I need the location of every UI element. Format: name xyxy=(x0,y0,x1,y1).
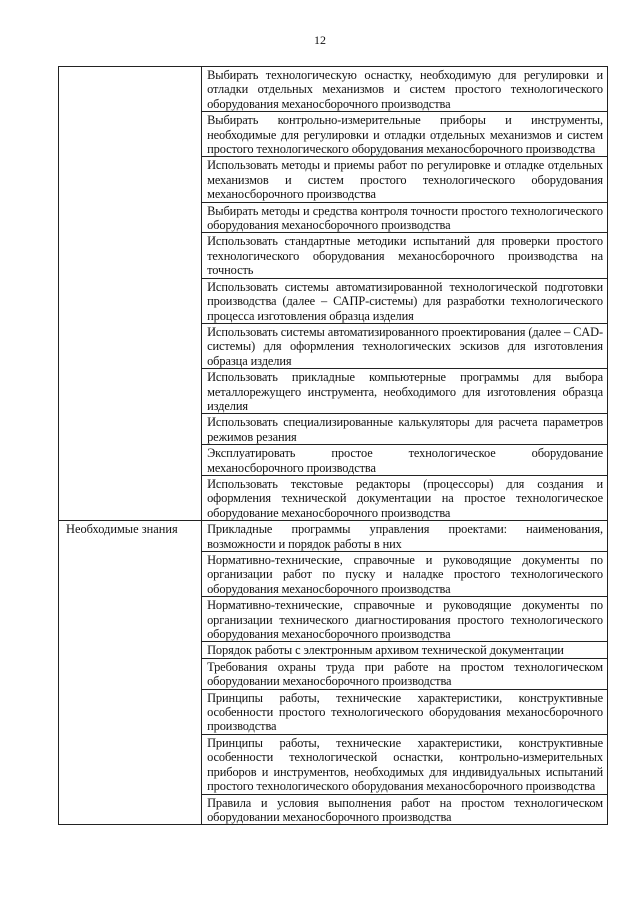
requirement-text-cell: Правила и условия выполнения работ на простом технологическом оборудовании механосборочного производства xyxy=(202,794,608,825)
requirement-text-cell: Эксплуатировать простое технологическое оборудование механосборочного производства xyxy=(202,445,608,476)
requirement-text-cell: Использовать системы автоматизированной технологической подготовки производства (далее – САПР-системы) для разработки технологического процесса изготовления образца изделия xyxy=(202,278,608,323)
requirement-text-cell: Принципы работы, технические характеристики, конструктивные особенности технологической оснастки, контрольно-измерительных приборов и инструментов, необходимых для индивидуальных испытаний простого технологического оборудования механосборочного производства xyxy=(202,734,608,794)
requirement-text-cell: Использовать системы автоматизированного проектирования (далее – CAD-системы) для оформления технологических эскизов для изготовления образца изделия xyxy=(202,323,608,368)
requirement-text-cell: Использовать специализированные калькуляторы для расчета параметров режимов резания xyxy=(202,414,608,445)
requirement-text-cell: Нормативно-технические, справочные и руководящие документы по организации работ по пуску и наладке простого технологического оборудования механосборочного производства xyxy=(202,552,608,597)
requirement-text-cell: Требования охраны труда при работе на простом технологическом оборудовании механосборочного производства xyxy=(202,658,608,689)
requirement-text-cell: Прикладные программы управления проектами: наименования, возможности и порядок работы в них xyxy=(202,521,608,552)
page-number: 12 xyxy=(314,33,326,47)
requirement-text-cell: Использовать стандартные методики испытаний для проверки простого технологического оборудования механосборочного производства на точность xyxy=(202,233,608,278)
requirement-text-cell: Порядок работы с электронным архивом технической документации xyxy=(202,642,608,658)
table-body xyxy=(59,67,608,825)
requirement-text-cell: Выбирать методы и средства контроля точности простого технологического оборудования механосборочного производства xyxy=(202,202,608,233)
requirement-text-cell: Выбирать технологическую оснастку, необходимую для регулировки и отладки отдельных механизмов и систем простого технологического оборудования механосборочного производства xyxy=(202,67,608,112)
requirement-text-cell: Использовать прикладные компьютерные программы для выбора металлорежущего инструмента, необходимого для изготовления образца изделия xyxy=(202,369,608,414)
requirement-text-cell: Использовать методы и приемы работ по регулировке и отладке отдельных механизмов и систем простого технологического оборудования механосборочного производства xyxy=(202,157,608,202)
competency-table xyxy=(58,66,608,825)
group-label-cell xyxy=(59,67,202,521)
group-label-cell: Необходимые знания xyxy=(59,521,202,825)
requirement-text-cell: Использовать текстовые редакторы (процессоры) для создания и оформления технической документации на простое технологическое оборудование механосборочного производства xyxy=(202,475,608,520)
requirement-text-cell: Выбирать контрольно-измерительные приборы и инструменты, необходимые для регулировки и отладки отдельных механизмов и систем простого технологического оборудования механосборочного производства xyxy=(202,112,608,157)
table-row xyxy=(59,521,608,552)
requirement-text-cell: Нормативно-технические, справочные и руководящие документы по организации технического диагностирования простого технологического оборудования механосборочного производства xyxy=(202,597,608,642)
table-row xyxy=(59,67,608,112)
requirement-text-cell: Принципы работы, технические характеристики, конструктивные особенности простого технологического оборудования механосборочного производства xyxy=(202,689,608,734)
